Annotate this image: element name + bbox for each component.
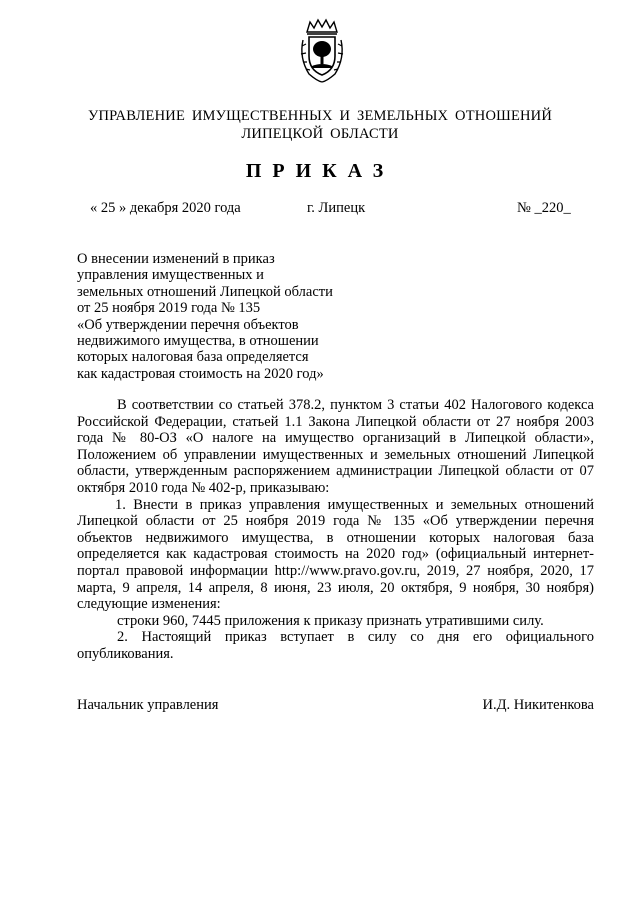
subject-line: О внесении изменений в приказ	[77, 251, 275, 267]
order-body	[77, 397, 594, 663]
org-name-line1: УПРАВЛЕНИЕ ИМУЩЕСТВЕННЫХ И ЗЕМЕЛЬНЫХ ОТНОШЕНИЙ	[87, 108, 553, 124]
signer-position: Начальник управления	[77, 697, 219, 713]
subject-line: которых налоговая база определяется	[77, 349, 309, 366]
subject-line: управления имущественных и	[77, 267, 264, 284]
order-date: « 25 » декабря 2020 года	[90, 200, 241, 216]
body-paragraph-item-1: 1. Внести в приказ управления имущественных и земельных отношений Липецкой области от 25 ноября 2019 года № 135 «Об утверждении перечня объектов недвижимого имущества, в отношении которых налоговая база определяется как кадастровая стоимость на 2020 год» (официальный интернет-портал правовой информации http://www.pravo.gov.ru, 2019, 27 ноября, 2020, 17 марта, 9 апреля, 14 апреля, 8 июня, 23 июля, 20 октября, 9 ноября, 30 ноября) следующие изменения:	[77, 496, 594, 613]
order-city: г. Липецк	[307, 200, 366, 216]
body-paragraph-item-1-line: строки 960, 7445 приложения к приказу признать утратившими силу.	[117, 612, 544, 629]
body-paragraph-item-2: 2. Настоящий приказ вступает в силу со дня его официального опубликования.	[77, 629, 594, 662]
subject-line: недвижимого имущества, в отношении	[77, 333, 319, 350]
coat-of-arms-icon	[297, 18, 347, 84]
signer-name: И.Д. Никитенкова	[482, 697, 594, 713]
org-name-line2: ЛИПЕЦКОЙ ОБЛАСТИ	[241, 126, 399, 142]
order-subject	[77, 251, 357, 382]
subject-line: от 25 ноября 2019 года № 135	[77, 300, 261, 317]
body-paragraph-preamble: В соответствии со статьей 378.2, пунктом 3 статьи 402 Налогового кодекса Российской Федерации, статьей 1.1 Закона Липецкой области от 27 ноября 2003 года № 80-ОЗ «О налоге на имущество организаций в Липецкой области», Положением об управлении имущественных и земельных отношений Липецкой области, утвержденным распоряжением администрации Липецкой области от 07 октября 2010 года № 402-р, приказываю:	[77, 397, 594, 496]
document-title: ПРИКАЗ	[245, 160, 395, 182]
subject-line: земельных отношений Липецкой области	[77, 283, 333, 300]
subject-line: «Об утверждении перечня объектов	[77, 316, 299, 333]
order-number: № _220_	[517, 200, 571, 216]
subject-line: как кадастровая стоимость на 2020 год»	[77, 365, 324, 382]
